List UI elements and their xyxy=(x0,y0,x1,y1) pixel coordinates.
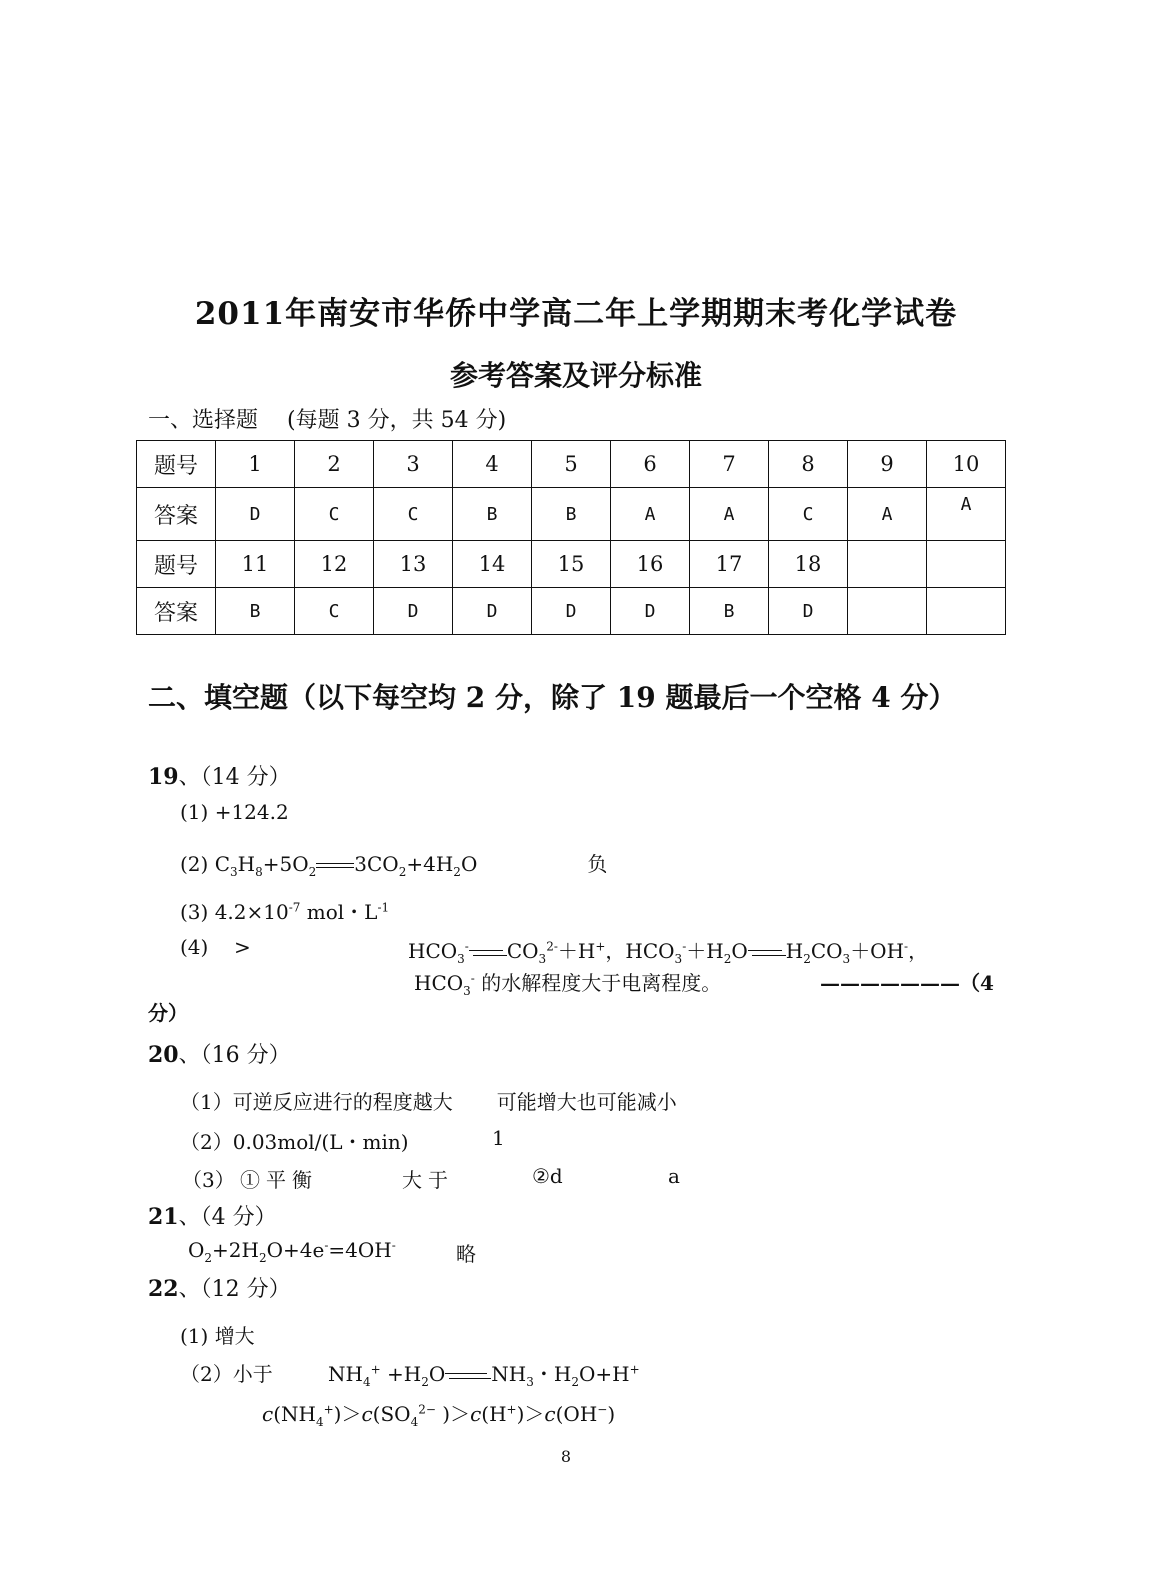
q19-part4-tail: 分） xyxy=(148,1001,188,1025)
q22-part2-label: （2）小于 xyxy=(180,1362,273,1386)
table-cell: 13 xyxy=(374,541,453,588)
row-label-q: 题号 xyxy=(137,541,216,588)
equals-arrow-icon xyxy=(316,862,354,870)
q21-omit: 略 xyxy=(456,1242,476,1266)
table-cell: D xyxy=(374,588,453,635)
table-cell: 2 xyxy=(295,441,374,488)
table-cell: B xyxy=(453,488,532,541)
table-cell xyxy=(927,541,1006,588)
q19-part3-exp: -7 xyxy=(288,900,301,915)
table-cell: C xyxy=(769,488,848,541)
reversible-arrow-icon xyxy=(748,948,786,958)
q19-part1: (1) +124.2 xyxy=(180,800,289,824)
reversible-arrow-icon xyxy=(469,948,507,958)
q22-part1: (1) 增大 xyxy=(180,1324,255,1348)
q20-part2-a: 0.03mol/(L・min) xyxy=(232,1130,409,1154)
q19-part3-unit-exp: -1 xyxy=(377,900,390,915)
q20-part1-label: （1） xyxy=(180,1090,233,1114)
q19-part4-symbol: > xyxy=(234,935,251,959)
table-row-a2 xyxy=(137,588,1006,635)
q21-number: 21 xyxy=(148,1204,179,1230)
q19-part2: (2) $C_3H_8+5O_2$ $3CO_2+4H_2O$ 负 xyxy=(180,852,608,879)
table-cell: 16 xyxy=(611,541,690,588)
table-cell xyxy=(848,541,927,588)
section2-number: 4 xyxy=(871,681,891,714)
q19-part4-label: (4) xyxy=(180,935,209,959)
section2-heading-text: 分） xyxy=(890,681,957,714)
q20-heading xyxy=(148,1038,291,1069)
table-cell: 8 xyxy=(769,441,848,488)
table-row-a1 xyxy=(137,488,1006,541)
q19-part3-value: (3) 4.2×10 xyxy=(180,900,289,924)
table-cell: A xyxy=(611,488,690,541)
table-cell: B xyxy=(216,588,295,635)
q19-number: 19 xyxy=(148,764,179,790)
table-cell: D xyxy=(611,588,690,635)
section2-heading-text: 分，除了 xyxy=(485,681,617,714)
table-cell: C xyxy=(295,588,374,635)
table-row-q2 xyxy=(137,541,1006,588)
section2-heading xyxy=(148,676,956,716)
table-cell: 12 xyxy=(295,541,374,588)
q19-score: 、（14 分） xyxy=(178,765,291,790)
table-cell: D xyxy=(216,488,295,541)
section2-number: 2 xyxy=(465,681,486,714)
answer-table xyxy=(136,440,1006,635)
table-cell: 7 xyxy=(690,441,769,488)
q20-part2 xyxy=(180,1126,409,1155)
table-cell: 17 xyxy=(690,541,769,588)
q19-part4-equations: $HCO_3^-$ $CO_3^{2-}+H^+$，$HCO_3^-+H_2O$ $H_2CO_3+OH^-$， xyxy=(408,939,929,966)
section1-note: (每题 3 分，共 54 分) xyxy=(287,408,507,433)
table-cell: B xyxy=(532,488,611,541)
table-cell: 1 xyxy=(216,441,295,488)
table-cell: A xyxy=(927,488,1006,541)
q19-part3 xyxy=(180,896,389,925)
q19-part4-dash: ———————（4 xyxy=(820,971,994,995)
q20-part2-label: （2） xyxy=(180,1130,233,1154)
table-cell: C xyxy=(295,488,374,541)
table-cell: A xyxy=(690,488,769,541)
q19-part4-line2: $HCO_3^-$ 的水解程度大于电离程度。 xyxy=(414,971,722,998)
q21-score: 、（4 分） xyxy=(178,1205,277,1230)
table-cell xyxy=(927,588,1006,635)
q20-part3-a: ①平衡 xyxy=(240,1168,318,1192)
q22-part2-equation: $NH_4^+ +H_2O$ $NH_3$・$H_2O+H^+$ xyxy=(328,1362,640,1389)
table-row-q1 xyxy=(137,441,1006,488)
q20-part3-d: a xyxy=(668,1164,680,1188)
table-cell: B xyxy=(690,588,769,635)
table-cell: 5 xyxy=(532,441,611,488)
table-cell: A xyxy=(848,488,927,541)
page-title: 2011年南安市华侨中学高二年上学期期末考化学试卷 xyxy=(194,296,958,332)
table-cell: 6 xyxy=(611,441,690,488)
q20-part3-b: 大于 xyxy=(402,1168,454,1192)
section1-title: 一、选择题 xyxy=(148,408,259,433)
table-cell: 4 xyxy=(453,441,532,488)
row-label-a: 答案 xyxy=(137,588,216,635)
table-cell: 11 xyxy=(216,541,295,588)
q20-part1 xyxy=(180,1086,677,1115)
section2-heading-text: 题最后一个空格 xyxy=(655,681,872,714)
section2-number: 19 xyxy=(616,681,656,714)
page-subtitle: 参考答案及评分标准 xyxy=(449,359,702,392)
q20-part2-b: 1 xyxy=(492,1126,505,1150)
table-cell: D xyxy=(532,588,611,635)
table-cell: C xyxy=(374,488,453,541)
table-cell: 10 xyxy=(927,441,1006,488)
q19-part2-label: (2) xyxy=(180,852,209,876)
table-cell xyxy=(848,588,927,635)
q20-number: 20 xyxy=(148,1042,179,1068)
q20-part3-c: ②d xyxy=(532,1164,563,1188)
q20-score: 、（16 分） xyxy=(178,1043,291,1068)
q19-negative: 负 xyxy=(587,852,608,876)
q20-part1-a: 可逆反应进行的程度越大 xyxy=(232,1090,453,1114)
row-label-a: 答案 xyxy=(137,488,216,541)
table-cell: 14 xyxy=(453,541,532,588)
table-cell: 3 xyxy=(374,441,453,488)
q22-heading xyxy=(148,1272,291,1303)
q19-heading xyxy=(148,760,291,791)
table-cell: D xyxy=(453,588,532,635)
q22-part2-order: $c(NH_4^+)>c(SO_4^{2-}$ )＞c(H+)＞c(OH−) xyxy=(262,1402,616,1429)
section2-heading-text: 二、填空题（以下每空均 xyxy=(148,681,466,714)
q20-part1-b: 可能增大也可能减小 xyxy=(496,1090,677,1114)
reversible-arrow-icon xyxy=(445,1371,491,1381)
q22-number: 22 xyxy=(148,1276,179,1302)
table-cell: 18 xyxy=(769,541,848,588)
q19-part3-unit: mol・L xyxy=(300,900,378,924)
section1-heading xyxy=(148,403,506,434)
q20-part3-label: （3） xyxy=(182,1168,235,1192)
page-number: 8 xyxy=(560,1447,572,1466)
table-cell: 15 xyxy=(532,541,611,588)
q21-equation: $O_2+2H_2O+4e^-=4OH^-$ xyxy=(188,1238,396,1265)
row-label-q: 题号 xyxy=(137,441,216,488)
q19-part4-explanation: 的水解程度大于电离程度。 xyxy=(481,971,722,995)
q22-score: 、（12 分） xyxy=(178,1277,291,1302)
table-cell: D xyxy=(769,588,848,635)
q21-heading xyxy=(148,1200,277,1231)
table-cell: 9 xyxy=(848,441,927,488)
